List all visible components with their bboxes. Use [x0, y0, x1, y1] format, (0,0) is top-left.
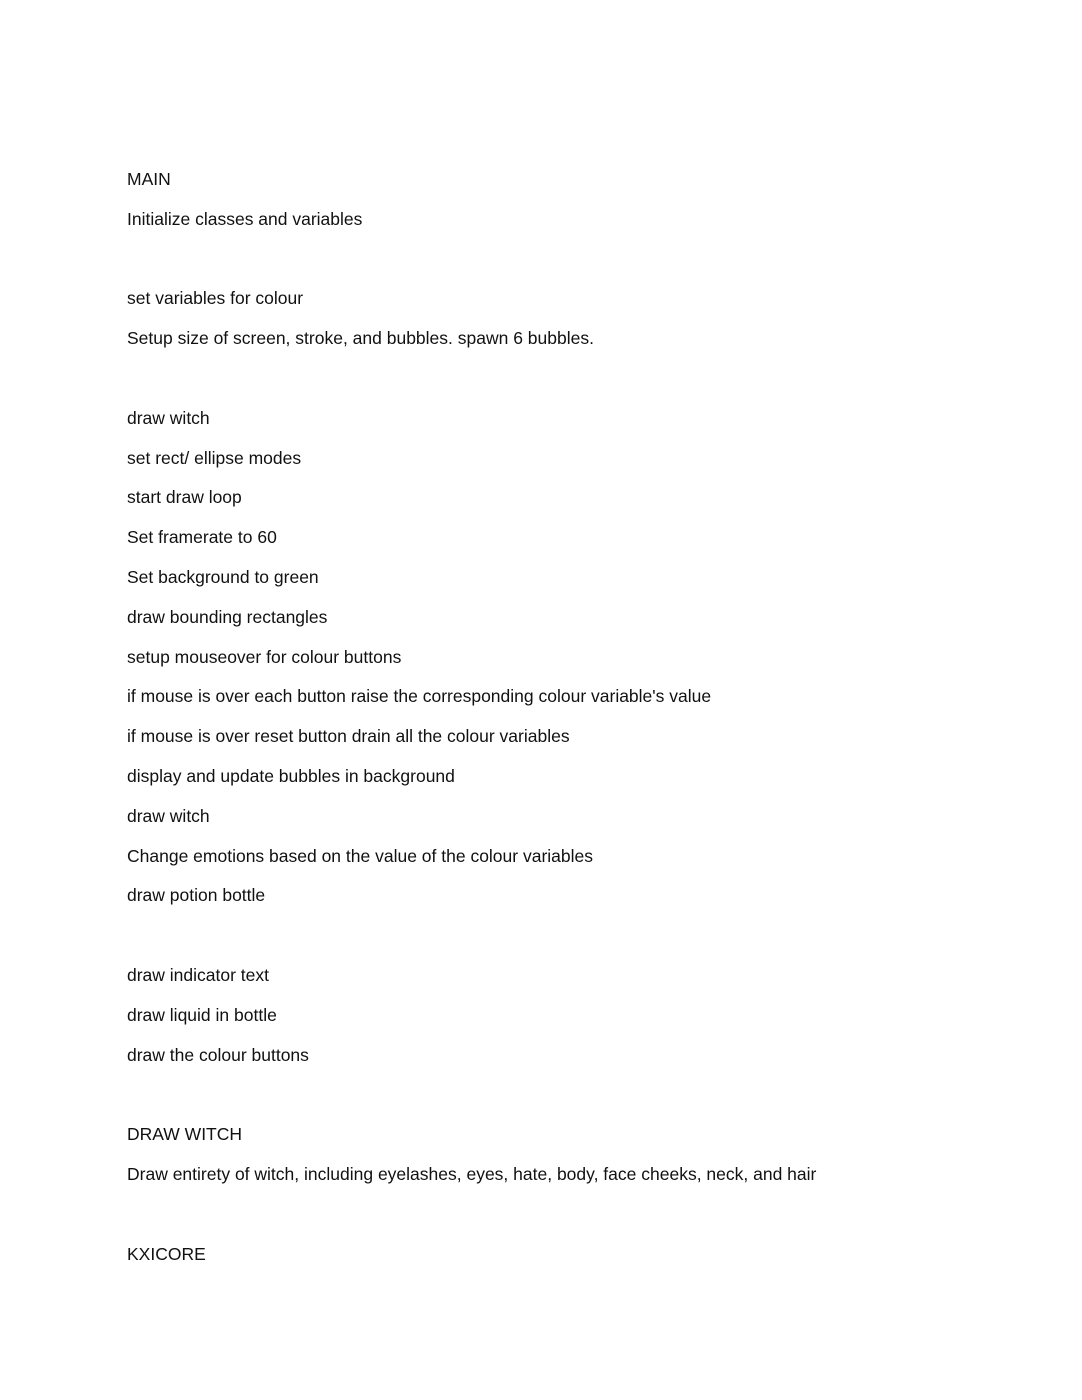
blank-line	[127, 247, 987, 287]
text-line: draw the colour buttons	[127, 1044, 309, 1065]
text-line: start draw loop	[127, 487, 242, 508]
text-line: Initialize classes and variables	[127, 208, 363, 229]
text-line: set variables for colour	[127, 288, 304, 309]
blank-line	[127, 1082, 987, 1122]
text-line: Setup size of screen, stroke, and bubbles. spawn 6 bubbles.	[127, 328, 594, 349]
text-line: draw bounding rectangles	[127, 606, 328, 627]
document-body	[127, 167, 987, 1281]
text-line: if mouse is over reset button drain all the colour variables	[127, 726, 570, 747]
text-line: Change emotions based on the value of the colour variables	[127, 845, 593, 866]
section-heading: KXICORE	[127, 1243, 206, 1264]
text-line: draw liquid in bottle	[127, 1004, 277, 1025]
text-line: Set background to green	[127, 566, 319, 587]
blank-line	[127, 1202, 987, 1242]
text-line: Draw entirety of witch, including eyelashes, eyes, hate, body, face cheeks, neck, and hair	[127, 1163, 817, 1184]
text-line: setup mouseover for colour buttons	[127, 646, 402, 667]
section-heading: MAIN	[127, 169, 171, 189]
text-line: draw potion bottle	[127, 885, 266, 906]
text-line: Set framerate to 60	[127, 527, 277, 548]
blank-line	[127, 366, 987, 406]
text-line: set rect/ ellipse modes	[127, 447, 302, 468]
section-heading: DRAW WITCH	[127, 1124, 243, 1145]
text-line: draw witch	[127, 407, 210, 428]
text-line: draw indicator text	[127, 964, 270, 985]
text-line: if mouse is over each button raise the corresponding colour variable's value	[127, 686, 712, 707]
blank-line	[127, 923, 987, 963]
text-line: display and update bubbles in background	[127, 765, 455, 786]
text-line: draw witch	[127, 805, 210, 826]
